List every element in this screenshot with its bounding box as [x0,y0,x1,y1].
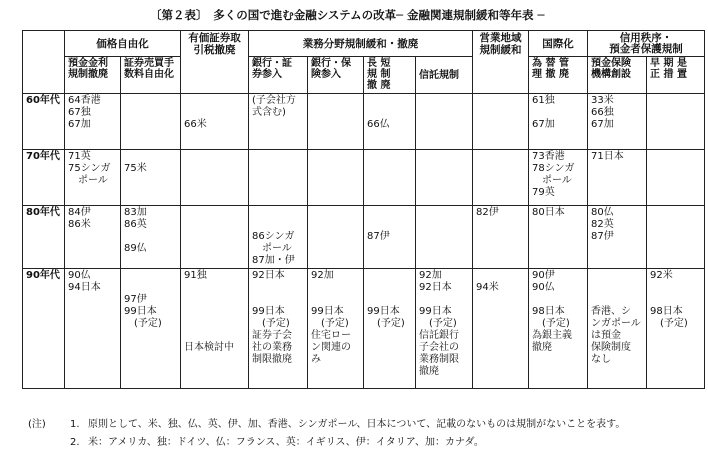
cell-deposit-insurance: 香港、シ ンガポールは預金 保険制度 なし [588,269,647,389]
header-trust: 信託規制 [416,57,473,94]
cell-fx: 80日本 [529,206,588,269]
header-brokerage-fee: 証券売買手 数料自由化 [121,57,181,94]
cell-prompt-correction: 92米 98日本 (予定) [647,269,705,389]
cell-fx: 73香港 78シンガ ポール 79英 [529,150,588,206]
cell-brokerage: 97伊 99日本 (予定) [121,269,181,389]
header-fx-control: 為 替 管 理 撤 廃 [529,57,588,94]
cell-bank-insurance: 92加 99日本 (予定) 住宅ロー ン関連の み [308,269,364,389]
cell-securities-tax [181,206,249,269]
cell-branch: 82伊 [473,206,529,269]
cell-trust [416,150,473,206]
table-row [23,206,705,269]
header-securities-tax: 有価証券取 引税撤廃 [181,31,249,94]
header-bank-securities: 銀行・証 券参入 [249,57,308,94]
header-deposit-rate: 預金金利 規制撤廃 [65,57,121,94]
regulation-timeline-table [22,30,705,389]
header-branch-regulation: 営業地域 規制緩和 [473,31,529,94]
cell-deposit-rate: 84伊 86米 [65,206,121,269]
header-credit-order: 信用秩序・ 預金者保護規制 [588,31,705,57]
header-deposit-insurance: 預金保険 機構創設 [588,57,647,94]
footnote-lead: (注) [28,419,46,430]
cell-prompt-correction [647,94,705,150]
cell-brokerage [121,94,181,150]
cell-deposit-insurance: 71日本 [588,150,647,206]
cell-securities-tax: 66米 [181,94,249,150]
cell-deposit-insurance: 80仏 82英 87伊 [588,206,647,269]
cell-brokerage: 83加 86英 89仏 [121,206,181,269]
cell-trust: 92加 92日本 99日本 (予定) 信託銀行 子会社の 業務制限 撤廃 [416,269,473,389]
era-cell: 90年代 [23,269,65,389]
header-long-short: 長 短 規 制 撤 廃 [364,57,416,94]
cell-deposit-rate: 64香港 67独 67加 [65,94,121,150]
cell-long-short [364,150,416,206]
cell-fx: 61独 67加 [529,94,588,150]
era-cell: 80年代 [23,206,65,269]
footnotes [28,416,625,452]
footnote-number: 1. [70,419,80,430]
cell-prompt-correction [647,150,705,206]
cell-bank-insurance [308,206,364,269]
header-price-liberalization: 価格自由化 [65,31,181,57]
cell-bank-securities: 86シンガ ポール 87加・伊 [249,206,308,269]
cell-securities-tax [181,150,249,206]
cell-bank-securities: (子会社方 式含む) [249,94,308,150]
header-corner [23,31,65,94]
footnote-1 [28,416,625,434]
table-row [23,150,705,206]
cell-bank-insurance [308,150,364,206]
table-row [23,269,705,389]
cell-deposit-insurance: 33米 66独 67加 [588,94,647,150]
cell-prompt-correction [647,206,705,269]
cell-brokerage: 75米 [121,150,181,206]
cell-deposit-rate: 90仏 94日本 [65,269,121,389]
cell-securities-tax: 91独 日本検討中 [181,269,249,389]
cell-long-short: 66仏 [364,94,416,150]
footnote-2 [28,434,625,452]
footnote-text: 米：アメリカ、独：ドイツ、仏：フランス、英：イギリス、伊：イタリア、加：カナダ。 [88,437,484,448]
cell-branch [473,94,529,150]
cell-deposit-rate: 71英 75シンガ ポール [65,150,121,206]
cell-long-short: 87伊 [364,206,416,269]
header-internationalization: 国際化 [529,31,588,57]
table-row [23,94,705,150]
header-bank-insurance: 銀行・保 険参入 [308,57,364,94]
header-business-scope: 業務分野規制緩和・撤廃 [249,31,473,57]
cell-bank-securities [249,150,308,206]
era-cell: 70年代 [23,150,65,206]
cell-trust [416,206,473,269]
cell-trust [416,94,473,150]
cell-bank-insurance [308,94,364,150]
cell-bank-securities: 92日本 99日本 (予定) 証券子会 社の業務 制限撤廃 [249,269,308,389]
cell-fx: 90伊 90仏 98日本 (予定) 為銀主義 撤廃 [529,269,588,389]
table-title: 〔第２表〕 多くの国で進む金融システムの改革─ 金融関連規制緩和等年表 ─ [150,8,545,22]
era-cell: 60年代 [23,94,65,150]
footnote-text: 原則として、米、独、仏、英、伊、加、香港、シンガポール、日本について、記載のないものは規制がないことを表す。 [88,419,626,430]
cell-long-short: 99日本 (予定) [364,269,416,389]
cell-branch: 94米 [473,269,529,389]
cell-branch [473,150,529,206]
footnote-number: 2. [70,437,80,448]
header-prompt-correction: 早 期 是 正 措 置 [647,57,705,94]
